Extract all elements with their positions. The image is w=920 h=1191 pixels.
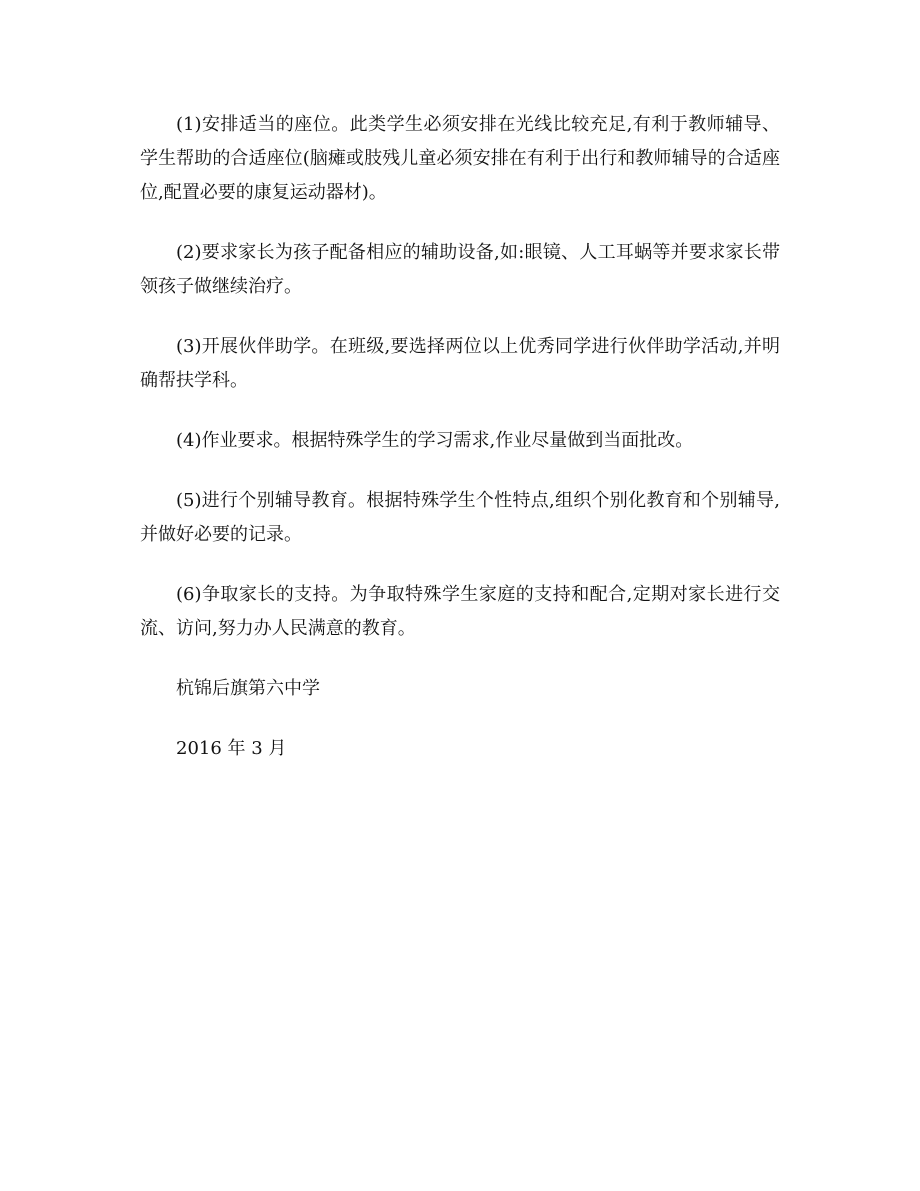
paragraph-homework: (4)作业要求。根据特殊学生的学习需求,作业尽量做到当面批改。 — [176, 430, 694, 451]
paragraph-assistive-devices: (2)要求家长为孩子配备相应的辅助设备,如:眼镜、人工耳蜗等并要求家长带领孩子做继续治疗。 — [140, 242, 780, 297]
paragraph-individual-tutoring: (5)进行个别辅导教育。根据特殊学生个性特点,组织个别化教育和个别辅导,并做好必要的记录。 — [140, 490, 780, 545]
signature-date: 2016 年 3 月 — [176, 738, 287, 759]
paragraph-parent-support: (6)争取家长的支持。为争取特殊学生家庭的支持和配合,定期对家长进行交流、访问,努力办人民满意的教育。 — [140, 584, 780, 639]
signature-organization: 杭锦后旗第六中学 — [176, 678, 320, 699]
paragraph-seating: (1)安排适当的座位。此类学生必须安排在光线比较充足,有利于教师辅导、学生帮助的合适座位(脑瘫或肢残儿童必须安排在有利于出行和教师辅导的合适座位,配置必要的康复运动器材)。 — [140, 114, 780, 203]
paragraph-peer-help: (3)开展伙伴助学。在班级,要选择两位以上优秀同学进行伙伴助学活动,并明确帮扶学科。 — [140, 336, 780, 391]
document-body — [140, 108, 780, 792]
